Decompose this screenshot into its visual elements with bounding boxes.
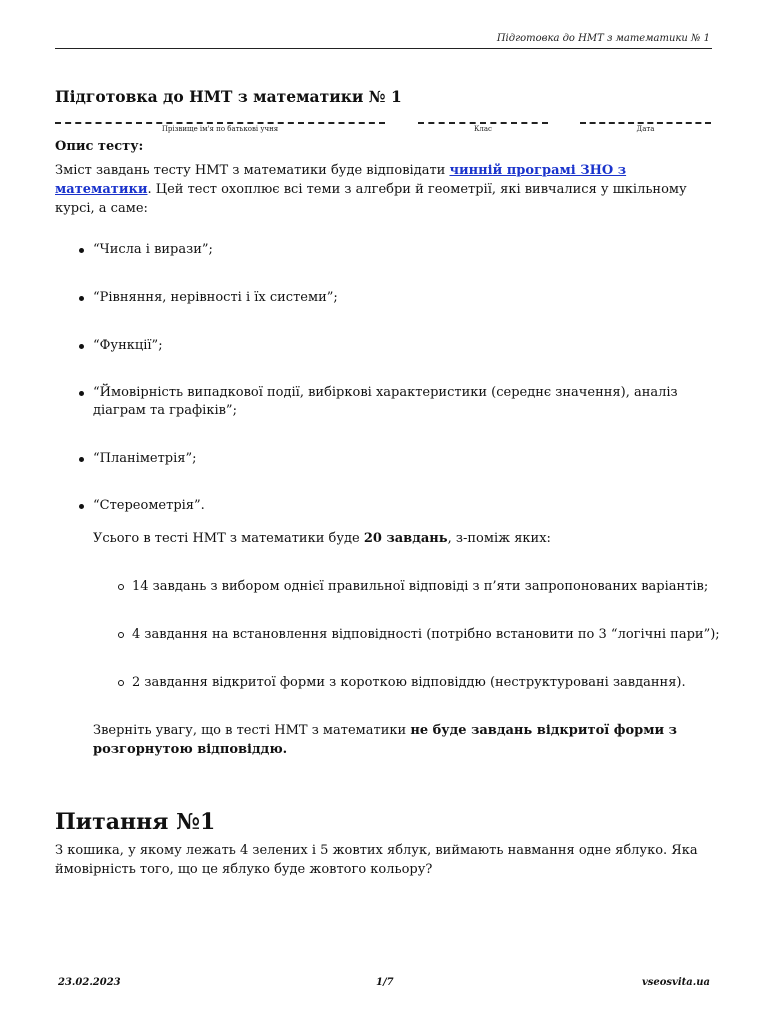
topic-item: “Числа і вирази”; bbox=[93, 241, 713, 259]
topic-item: “Ймовірність випадкової події, вибіркові характеристики (середнє значення), аналіз діаграм та графіків”; bbox=[93, 384, 713, 420]
topic-item: “Функції”; bbox=[93, 337, 713, 355]
program-link[interactable]: чинній програмі ЗНО з математики bbox=[55, 163, 627, 197]
topic-item: “Рівняння, нерівності і їх системи”; bbox=[93, 289, 713, 307]
running-header-title: Підготовка до НМТ з математики № 1 bbox=[496, 33, 710, 44]
topic-item: “Планіметрія”; bbox=[93, 450, 713, 468]
test-description-label: Опис тесту: bbox=[55, 139, 144, 154]
intro-text-start: Зміст завдань тесту НМТ з математики буде відповідати bbox=[55, 163, 450, 178]
question-text: З кошика, у якому лежать 4 зелених і 5 жовтих яблук, виймають навмання одне яблуко. Яка ймовірність того, що це яблуко буде жовтого кольору? bbox=[55, 843, 698, 877]
question-heading: Питання №1 bbox=[55, 809, 216, 835]
date-line bbox=[580, 116, 711, 124]
header-divider bbox=[55, 48, 712, 49]
note-emphasis: не буде завдань відкритої форми з розгорнутою відповіддю. bbox=[93, 723, 677, 757]
class-caption: Клас bbox=[474, 125, 492, 133]
task-total-text-start: Усього в тесті НМТ з математики буде bbox=[93, 531, 364, 546]
task-type-item: 14 завдань з вибором однієї правильної відповіді з п’яти запропонованих варіантів; bbox=[132, 578, 722, 596]
task-type-item: 2 завдання відкритої форми з короткою відповіддю (неструктуровані завдання). bbox=[132, 674, 722, 692]
class-field[interactable] bbox=[418, 116, 548, 140]
student-name-field[interactable] bbox=[55, 116, 385, 140]
note-text: Зверніть увагу, що в тесті НМТ з математики bbox=[93, 723, 411, 738]
task-type-item: 4 завдання на встановлення відповідності (потрібно встановити по 3 “логічні пари”); bbox=[132, 626, 722, 644]
topic-item: “Стереометрія”. bbox=[93, 497, 713, 515]
task-total-count: 20 завдань bbox=[363, 531, 448, 546]
intro-text-end: . Цей тест охоплює всі теми з алгебри й геометрії, які вивчалися у шкільному курсі, а саме: bbox=[55, 182, 687, 216]
task-total-paragraph bbox=[93, 529, 708, 548]
task-total-text-end: , з-поміж яких: bbox=[447, 531, 551, 546]
footer-page-number: 1/7 bbox=[376, 977, 394, 988]
document-title: Підготовка до НМТ з математики № 1 bbox=[55, 87, 402, 106]
note-paragraph bbox=[93, 721, 708, 759]
intro-paragraph bbox=[55, 161, 715, 218]
student-name-caption: Прізвище ім'я по батькові учня bbox=[161, 125, 279, 133]
footer-date: 23.02.2023 bbox=[58, 977, 121, 988]
class-line bbox=[418, 116, 548, 124]
student-name-line bbox=[55, 116, 385, 124]
date-caption: Дата bbox=[636, 125, 655, 133]
footer-site: vseosvita.ua bbox=[641, 977, 710, 988]
date-field[interactable] bbox=[580, 116, 711, 140]
